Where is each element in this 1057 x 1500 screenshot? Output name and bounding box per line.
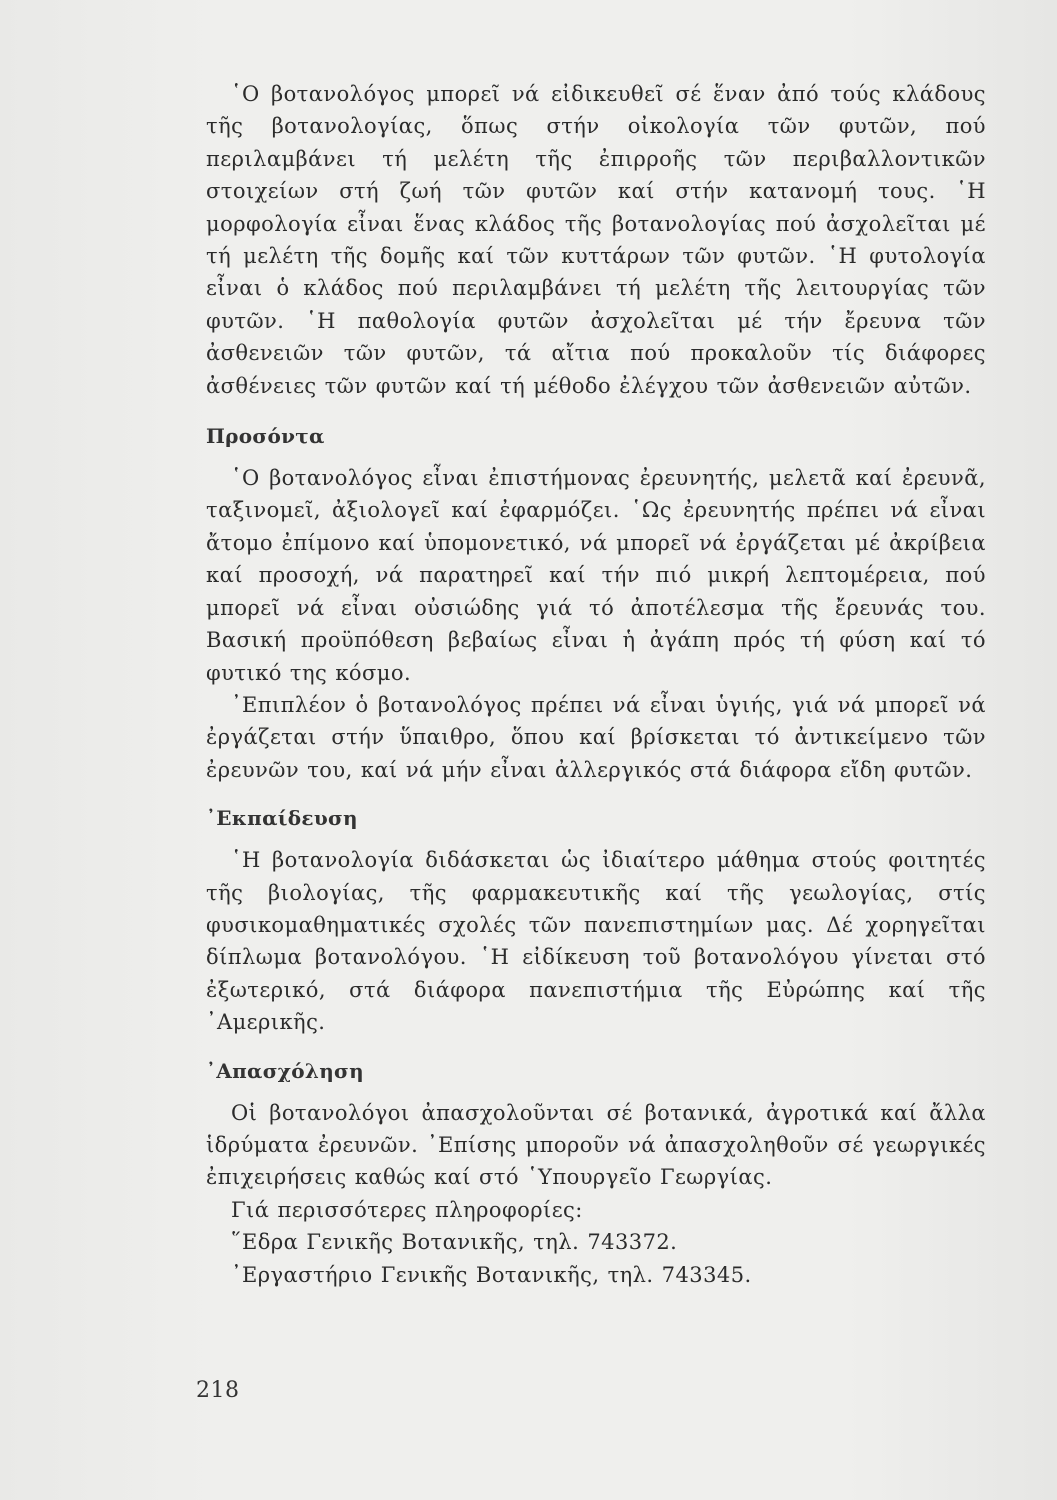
info-intro-line: Γιά περισσότερες πληροφορίες: — [231, 1197, 583, 1222]
education-heading: ᾿Εκπαίδευση — [206, 806, 358, 831]
contact-line-1: ῞Εδρα Γενικῆς Βοτανικῆς, τηλ. 743372. — [231, 1230, 678, 1255]
education-paragraph-1: ῾Η βοτανολογία διδάσκεται ὡς ἰδιαίτερο μάθημα στούς φοιτητές τῆς βιολογίας, τῆς φαρμακευτικῆς καί τῆς γεωλογίας, στίς φυσικομαθηματικές σχολές τῶν πανεπιστημίων μας. Δέ χορηγεῖται δίπλωμα βοτανολόγου. ῾Η εἰδίκευση τοῦ βοτανολόγου γίνεται στό ἐξωτερικό, στά διάφορα πανεπιστήμια τῆς Εὐρώπης καί τῆς ᾿Αμερικῆς. — [206, 848, 986, 1035]
intro-paragraph: ῾Ο βοτανολόγος μπορεῖ νά εἰδικευθεῖ σέ ἕναν ἀπό τούς κλάδους τῆς βοτανολογίας, ὅπως στήν οἰκολογία τῶν φυτῶν, πού περιλαμβάνει τή μελέτη τῆς ἐπιρροῆς τῶν περιβαλλοντικῶν στοιχείων στή ζωή τῶν φυτῶν καί στήν κατανομή τους. ῾Η μορφολογία εἶναι ἕνας κλάδος τῆς βοτανολογίας πού ἀσχολεῖται μέ τή μελέτη τῆς δομῆς καί τῶν κυττάρων τῶν φυτῶν. ῾Η φυτολογία εἶναι ὁ κλάδος πού περιλαμβάνει τή μελέτη τῆς λειτουργίας τῶν φυτῶν. ῾Η παθολογία φυτῶν ἀσχολεῖται μέ τήν ἔρευνα τῶν ἀσθενειῶν τῶν φυτῶν, τά αἴτια πού προκαλοῦν τίς διάφορες ἀσθένειες τῶν φυτῶν καί τή μέθοδο ἐλέγχου τῶν ἀσθενειῶν αὐτῶν. — [206, 82, 986, 398]
page-body — [206, 78, 986, 1291]
qualifications-paragraph-1: ῾Ο βοτανολόγος εἶναι ἐπιστήμονας ἐρευνητής, μελετᾶ καί ἐρευνᾶ, ταξινομεῖ, ἀξιολογεῖ καί ἐφαρμόζει. ῾Ως ἐρευνητής πρέπει νά εἶναι ἄτομο ἐπίμονο καί ὑπομονετικό, νά μπορεῖ νά ἐργάζεται μέ ἀκρίβεια καί προσοχή, νά παρατηρεῖ καί τήν πιό μικρή λεπτομέρεια, πού μπορεῖ νά εἶναι οὐσιώδης γιά τό ἀποτέλεσμα τῆς ἔρευνάς του. Βασική προϋπόθεση βεβαίως εἶναι ἡ ἀγάπη πρός τή φύση καί τό φυτικό της κόσμο. — [206, 466, 986, 685]
qualifications-heading: Προσόντα — [206, 424, 325, 449]
contact-line-2: ᾿Εργαστήριο Γενικῆς Βοτανικῆς, τηλ. 743345. — [231, 1262, 752, 1287]
employment-heading: ᾿Απασχόληση — [206, 1058, 364, 1083]
page-number: 218 — [196, 1378, 240, 1403]
qualifications-paragraph-2: ᾿Επιπλέον ὁ βοτανολόγος πρέπει νά εἶναι ὑγιής, γιά νά μπορεῖ νά ἐργάζεται στήν ὕπαιθρο, ὅπου καί βρίσκεται τό ἀντικείμενο τῶν ἐρευνῶν του, καί νά μήν εἶναι ἀλλεργικός στά διάφορα εἴδη φυτῶν. — [206, 692, 986, 782]
employment-paragraph-1: Οἱ βοτανολόγοι ἀπασχολοῦνται σέ βοτανικά, ἀγροτικά καί ἄλλα ἱδρύματα ἐρευνῶν. ᾿Επίσης μποροῦν νά ἀπασχοληθοῦν σέ γεωργικές ἐπιχειρήσεις καθώς καί στό ῾Υπουργεῖο Γεωργίας. — [206, 1100, 986, 1190]
